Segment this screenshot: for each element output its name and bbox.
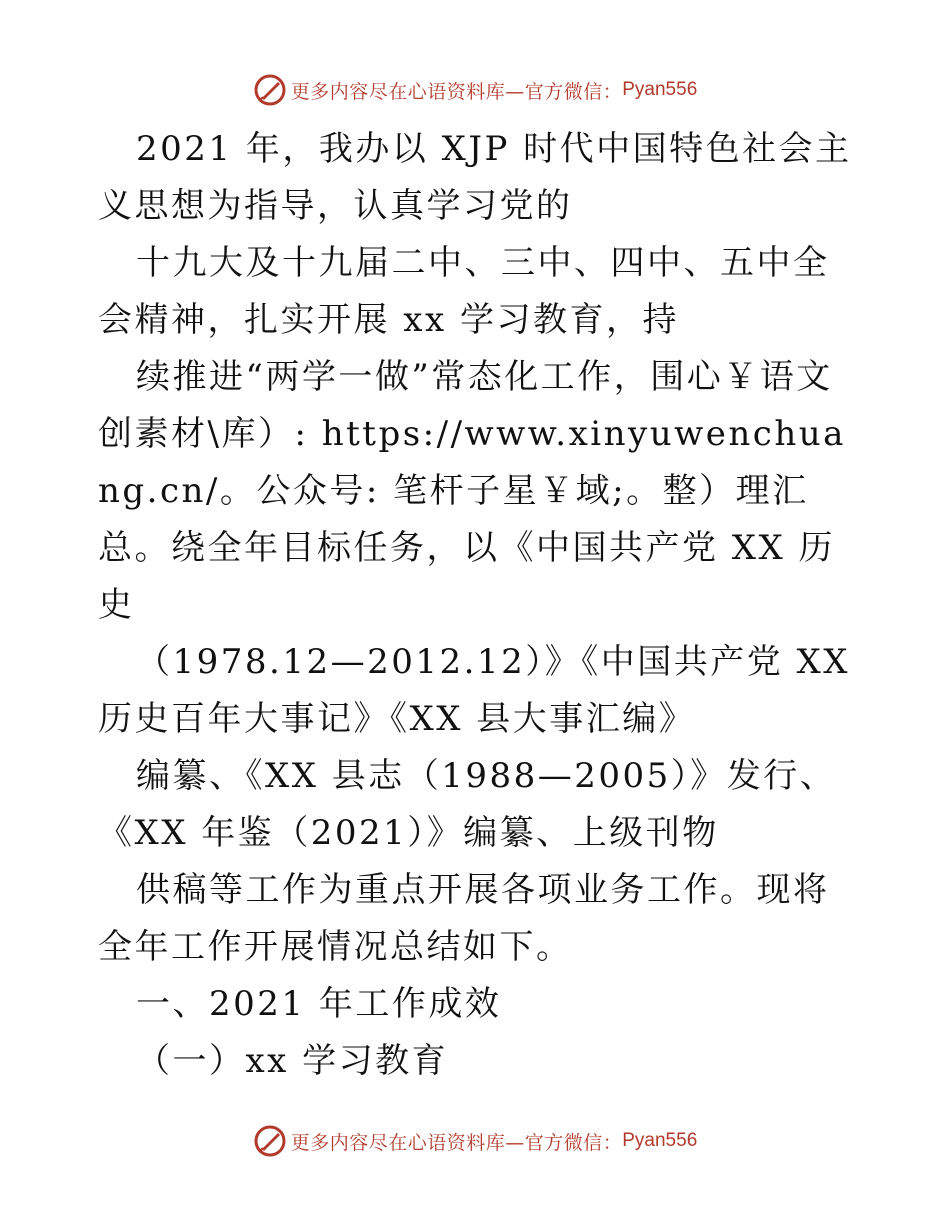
paragraph-3: 续推进“两学一做”常态化工作，围心￥语文创素材\库）: https://www.xinyuwenchuang.cn/。公众号: 笔杆子星￥域;。整）理汇总。绕全年目标任务，以《中国共产党 XX 历史 xyxy=(98,357,846,625)
paragraph-1: 2021 年，我办以 XJP 时代中国特色社会主义思想为指导，认真学习党的 xyxy=(98,129,852,226)
document-body xyxy=(98,121,858,1090)
footer-banner xyxy=(0,1121,950,1161)
header-banner xyxy=(0,70,950,110)
paragraph-6: 供稿等工作为重点开展各项业务工作。现将全年工作开展情况总结如下。 xyxy=(98,870,830,967)
quill-pen-logo-icon xyxy=(253,1124,287,1158)
section-heading: 一、2021 年工作成效 xyxy=(136,984,502,1024)
paragraph-4: （1978.12—2012.12）》《中国共产党 XX 历史百年大事记》《XX 县大事汇编》 xyxy=(98,642,850,739)
subsection-heading: （一）xx 学习教育 xyxy=(136,1041,449,1081)
header-banner-wechat-id: Pyan556 xyxy=(622,79,698,100)
footer-banner-wechat-id: Pyan556 xyxy=(622,1130,698,1151)
quill-pen-logo-icon xyxy=(253,73,287,107)
paragraph-2: 十九大及十九届二中、三中、四中、五中全会精神，扎实开展 xx 学习教育，持 xyxy=(98,243,830,340)
paragraph-5: 编纂、《XX 县志（1988—2005）》发行、《XX 年鉴（2021）》编纂、上级刊物 xyxy=(98,756,837,853)
footer-banner-text: 更多内容尽在心语资料库—官方微信： xyxy=(290,1131,623,1154)
header-banner-text: 更多内容尽在心语资料库—官方微信： xyxy=(290,80,623,103)
